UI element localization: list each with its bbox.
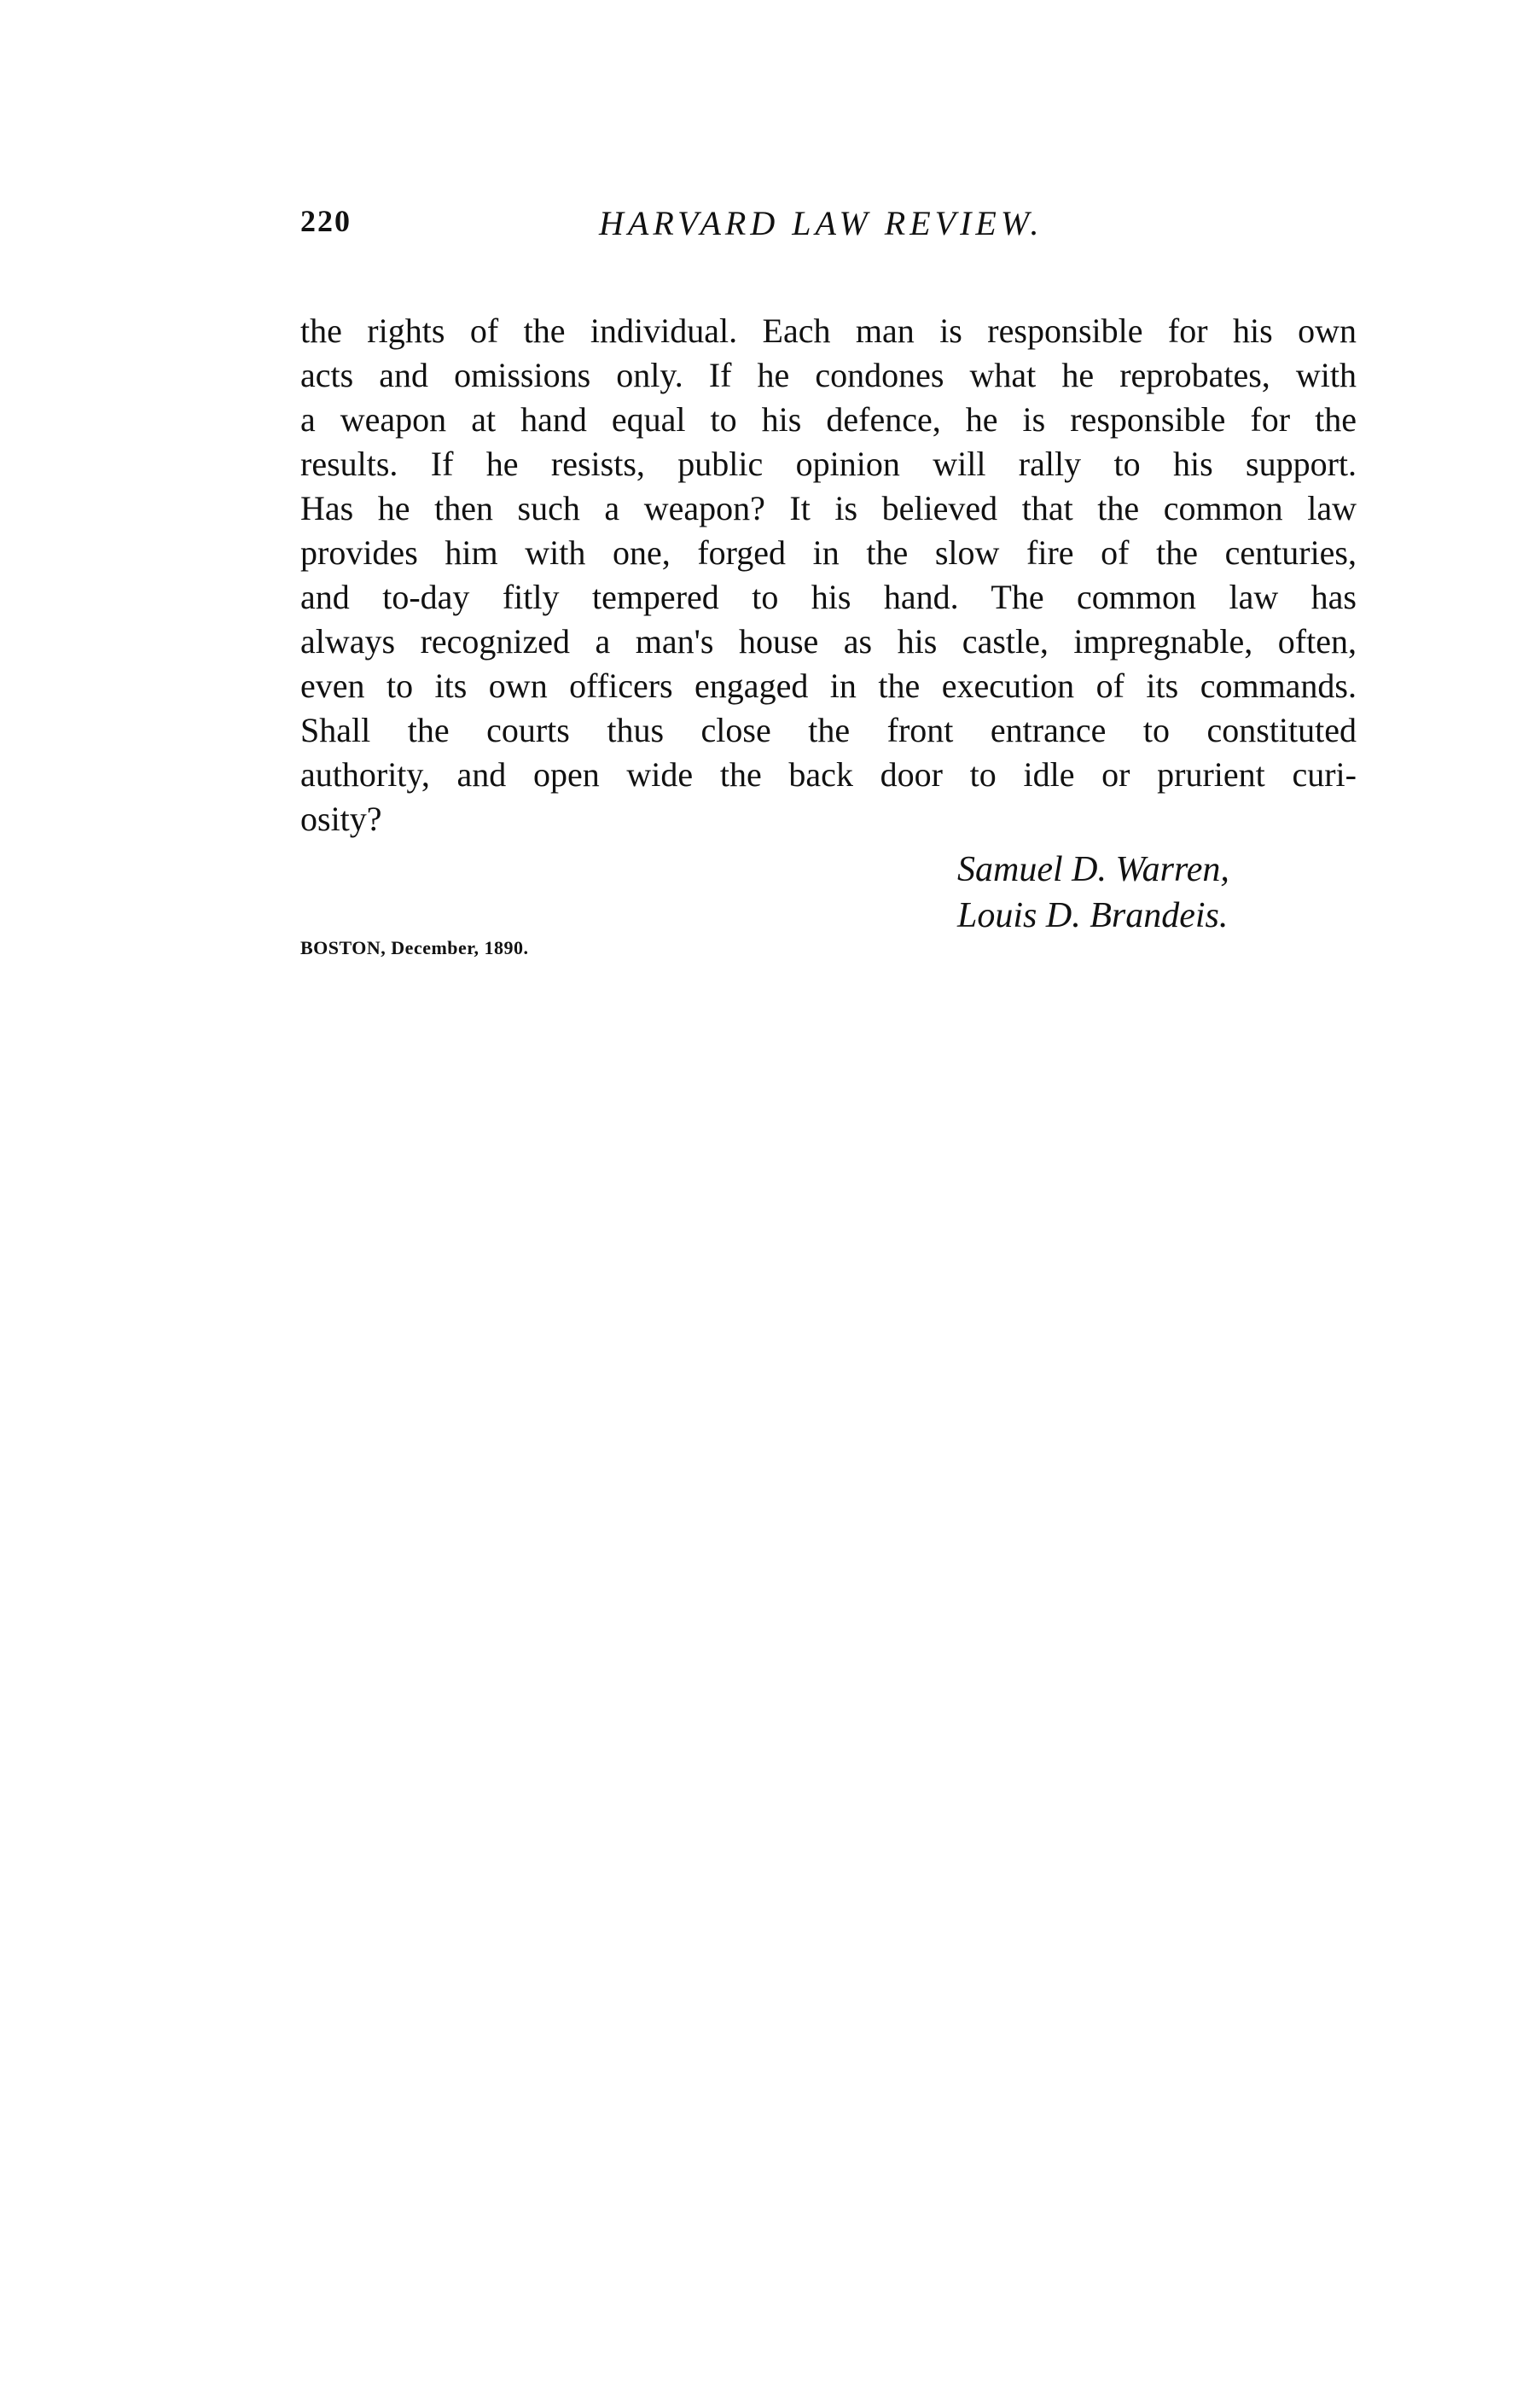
body-paragraph — [300, 309, 1357, 841]
text-line: and to-day fitly tempered to his hand. The common law has — [300, 578, 1357, 616]
author-name: Louis D. Brandeis. — [957, 896, 1229, 935]
page-header — [300, 203, 1357, 246]
text-line: results. If he resists, public opinion will rally to his support. — [300, 445, 1357, 483]
text-line: always recognized a man's house as his castle, impregnable, often, — [300, 622, 1357, 661]
text-line: Has he then such a weapon? It is believed that the common law — [300, 489, 1357, 527]
text-line: a weapon at hand equal to his defence, he is responsible for the — [300, 400, 1357, 439]
text-line: acts and omissions only. If he condones what he reprobates, with — [300, 356, 1357, 394]
dateline: BOSTON, December, 1890. — [300, 937, 529, 958]
text-line: authority, and open wide the back door to idle or prurient curi- — [300, 755, 1357, 794]
text-line: provides him with one, forged in the slow fire of the centuries, — [300, 533, 1357, 572]
page-number: 220 — [300, 204, 352, 238]
text-line: Shall the courts thus close the front entrance to constituted — [300, 711, 1357, 749]
text-line: even to its own officers engaged in the execution of its commands. — [300, 667, 1357, 705]
text-line: the rights of the individual. Each man is responsible for his own — [300, 311, 1357, 350]
running-head: HARVARD LAW REVIEW. — [599, 204, 1043, 242]
author-name: Samuel D. Warren, — [957, 850, 1229, 889]
author-signatures — [957, 847, 1401, 939]
text-line: osity? — [300, 800, 382, 838]
